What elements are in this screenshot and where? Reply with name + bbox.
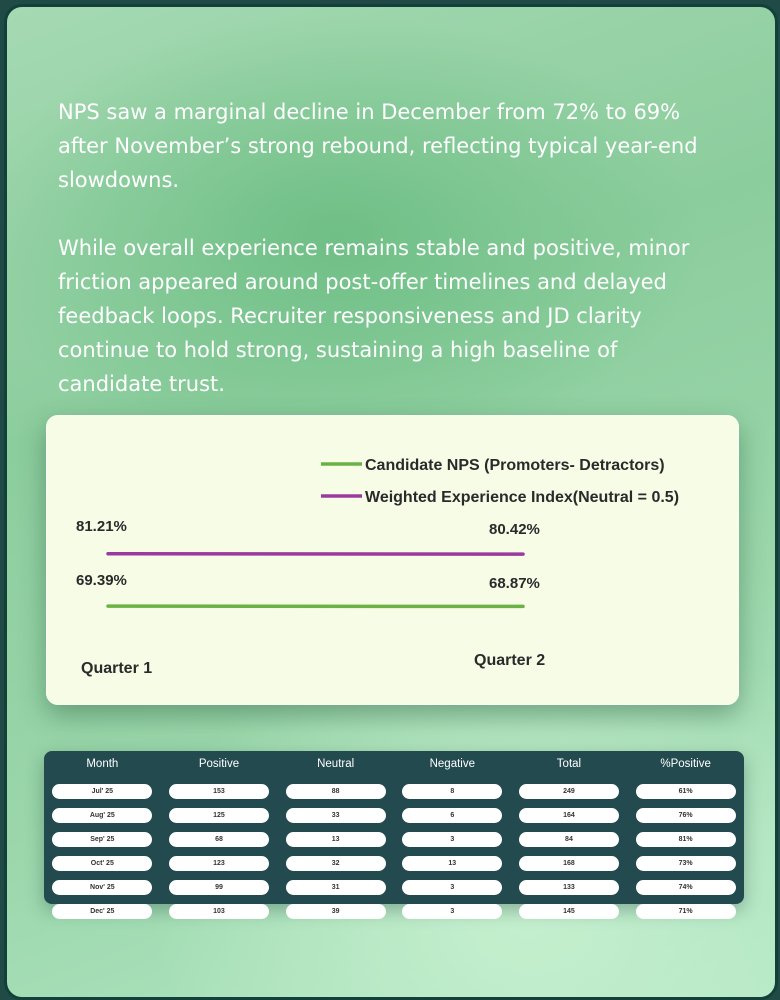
table-cell bbox=[394, 777, 511, 801]
table-cell-value: 99 bbox=[169, 880, 269, 895]
table-cell-value: Oct' 25 bbox=[52, 856, 152, 871]
table-cell bbox=[44, 777, 161, 801]
nps-chart-panel bbox=[46, 415, 739, 705]
table-cell-value: 39 bbox=[286, 904, 386, 919]
table-cell bbox=[277, 777, 394, 801]
table-cell-value: 84 bbox=[519, 832, 619, 847]
table-cell-value: 133 bbox=[519, 880, 619, 895]
table-cell bbox=[627, 873, 744, 897]
table-cell-value: Aug' 25 bbox=[52, 808, 152, 823]
table-cell-value: 61% bbox=[636, 784, 736, 799]
summary-paragraph-2: While overall experience remains stable and positive, minor friction appeared around post-offer timelines and delayed feedback loops. Recruiter responsiveness and JD clarity continue to hold strong, sustaining a high baseline of candidate trust. bbox=[58, 236, 690, 396]
data-label: 80.42% bbox=[489, 521, 540, 538]
category-label: Quarter 1 bbox=[81, 660, 153, 677]
header-month: Month bbox=[86, 758, 119, 770]
table-cell-value: 8 bbox=[402, 784, 502, 799]
table-cell-value: 3 bbox=[402, 880, 502, 895]
table-cell-value: Dec' 25 bbox=[52, 904, 152, 919]
table-cell bbox=[161, 897, 278, 921]
category-label: Quarter 2 bbox=[474, 652, 546, 669]
data-label: 69.39% bbox=[76, 572, 127, 589]
table-cell bbox=[277, 801, 394, 825]
table-cell bbox=[277, 873, 394, 897]
table-cell-value: Jul' 25 bbox=[52, 784, 152, 799]
header-total: Total bbox=[556, 758, 582, 770]
table-header-row bbox=[44, 751, 744, 777]
table-cell bbox=[511, 897, 628, 921]
nps-chart bbox=[46, 415, 739, 705]
table-cell bbox=[277, 825, 394, 849]
table-cell bbox=[44, 849, 161, 873]
table-cell bbox=[161, 849, 278, 873]
table-row bbox=[44, 897, 744, 921]
table-cell-value: 88 bbox=[286, 784, 386, 799]
table-cell-value: 33 bbox=[286, 808, 386, 823]
header-neutral: Neutral bbox=[317, 758, 355, 770]
legend-label: Weighted Experience Index(Neutral = 0.5) bbox=[365, 489, 680, 506]
table-cell bbox=[627, 777, 744, 801]
data-label: 81.21% bbox=[76, 518, 127, 535]
table-cell-value: 76% bbox=[636, 808, 736, 823]
table-cell-value: 71% bbox=[636, 904, 736, 919]
table-cell-value: 6 bbox=[402, 808, 502, 823]
table-cell bbox=[277, 849, 394, 873]
legend-label: Candidate NPS (Promoters- Detractors) bbox=[365, 457, 665, 474]
summary-text bbox=[58, 95, 728, 401]
table-cell bbox=[277, 897, 394, 921]
table-cell-value: 164 bbox=[519, 808, 619, 823]
table-row bbox=[44, 825, 744, 849]
table-cell-value: 73% bbox=[636, 856, 736, 871]
table-cell bbox=[44, 897, 161, 921]
table-cell bbox=[627, 897, 744, 921]
table-cell bbox=[161, 777, 278, 801]
table-row bbox=[44, 801, 744, 825]
header-negative: Negative bbox=[429, 758, 475, 770]
table-cell bbox=[511, 777, 628, 801]
table-cell-value: 31 bbox=[286, 880, 386, 895]
table-cell-value: 74% bbox=[636, 880, 736, 895]
table-cell-value: 123 bbox=[169, 856, 269, 871]
table-row bbox=[44, 849, 744, 873]
table-cell bbox=[161, 801, 278, 825]
table-cell bbox=[394, 897, 511, 921]
table-cell-value: Nov' 25 bbox=[52, 880, 152, 895]
table-cell-value: 3 bbox=[402, 832, 502, 847]
table-cell-value: 145 bbox=[519, 904, 619, 919]
data-label: 68.87% bbox=[489, 575, 540, 592]
table-cell bbox=[511, 873, 628, 897]
table-cell bbox=[44, 801, 161, 825]
table-cell bbox=[511, 801, 628, 825]
table-cell-value: 68 bbox=[169, 832, 269, 847]
table-cell bbox=[627, 849, 744, 873]
table-cell-value: 125 bbox=[169, 808, 269, 823]
table-cell bbox=[627, 825, 744, 849]
table-cell-value: 32 bbox=[286, 856, 386, 871]
report-card bbox=[4, 4, 778, 1000]
table-cell-value: 103 bbox=[169, 904, 269, 919]
header-percent-positive: %Positive bbox=[660, 758, 711, 770]
table-cell bbox=[511, 849, 628, 873]
table-row bbox=[44, 873, 744, 897]
header-positive: Positive bbox=[198, 758, 240, 770]
table-cell bbox=[394, 801, 511, 825]
table-cell-value: 13 bbox=[286, 832, 386, 847]
table-cell bbox=[394, 825, 511, 849]
table-cell-value: 153 bbox=[169, 784, 269, 799]
table-cell-value: 249 bbox=[519, 784, 619, 799]
table-cell bbox=[44, 825, 161, 849]
table-cell bbox=[511, 825, 628, 849]
table-cell-value: 3 bbox=[402, 904, 502, 919]
table-cell bbox=[394, 849, 511, 873]
table-cell bbox=[161, 825, 278, 849]
table-cell-value: Sep' 25 bbox=[52, 832, 152, 847]
table-cell bbox=[44, 873, 161, 897]
table-cell-value: 13 bbox=[402, 856, 502, 871]
monthly-sentiment-table bbox=[44, 751, 744, 915]
table-cell bbox=[627, 801, 744, 825]
table-cell bbox=[161, 873, 278, 897]
table-cell-value: 168 bbox=[519, 856, 619, 871]
table-cell-value: 81% bbox=[636, 832, 736, 847]
summary-paragraph-1: NPS saw a marginal decline in December from 72% to 69% after November’s strong rebound, reflecting typical year-end slowdowns. bbox=[58, 100, 698, 192]
table-cell bbox=[394, 873, 511, 897]
table-row bbox=[44, 777, 744, 801]
